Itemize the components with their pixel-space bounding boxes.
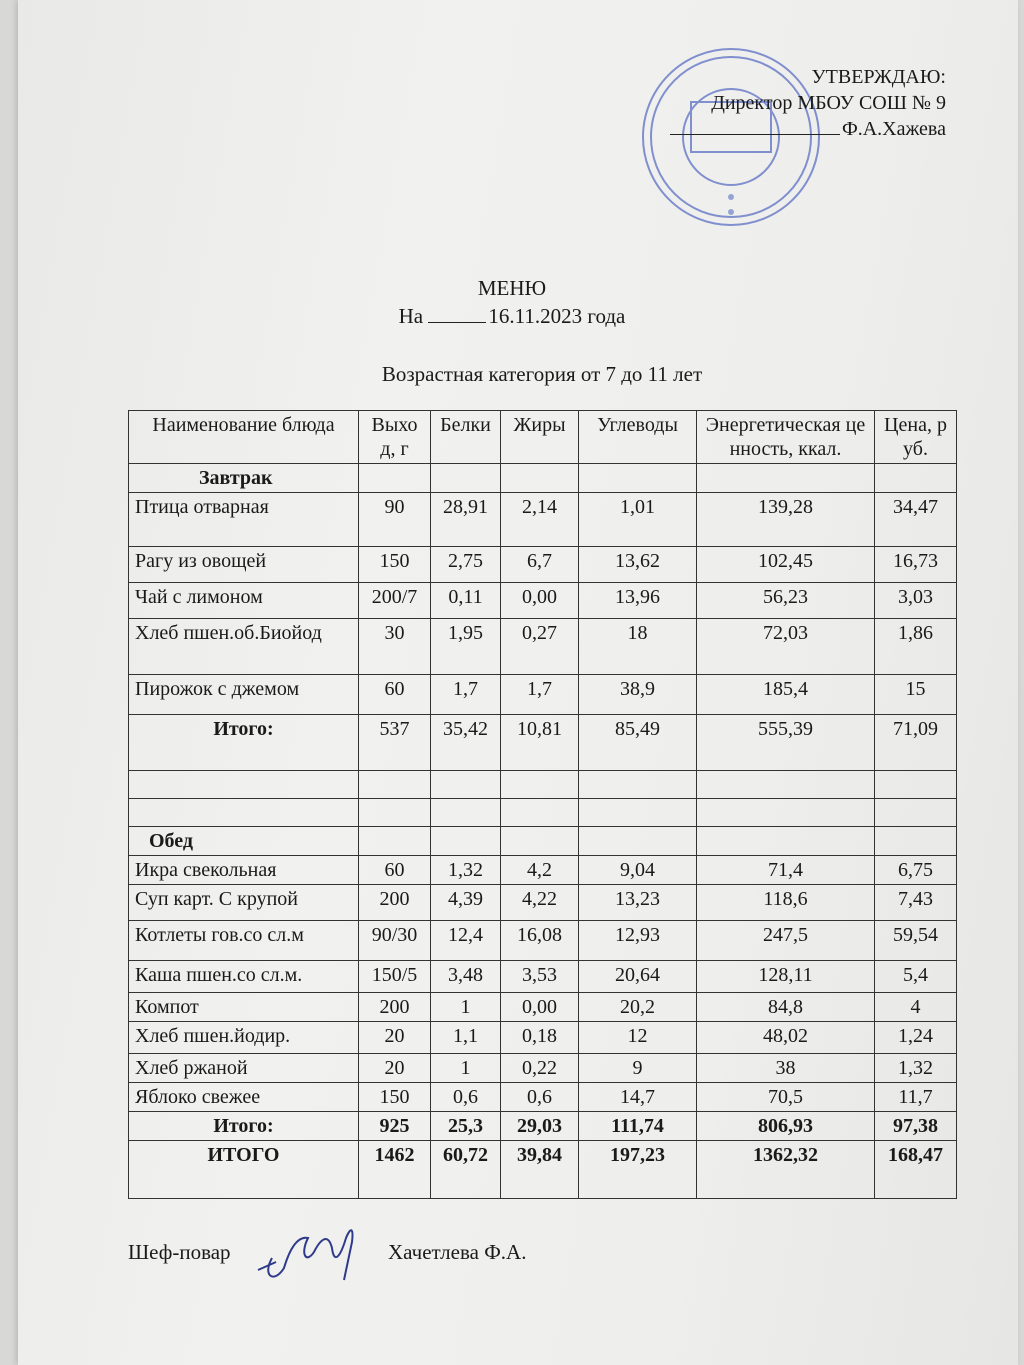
value-cell: 1,32 [875,1054,957,1083]
value-cell: 11,7 [875,1083,957,1112]
value-cell [697,827,875,856]
dish-name-cell: Итого: [129,715,359,771]
value-cell: 28,91 [431,493,501,547]
value-cell: 0,6 [431,1083,501,1112]
value-cell [875,771,957,799]
value-cell [359,799,431,827]
approval-position: Директор МБОУ СОШ № 9 [711,92,946,114]
dish-name-cell: Рагу из овощей [129,547,359,583]
value-cell: 4,2 [501,856,579,885]
value-cell: 150 [359,547,431,583]
header-cell: Выход, г [359,411,431,464]
value-cell: 1,24 [875,1022,957,1054]
value-cell: 555,39 [697,715,875,771]
dish-name-cell: Суп карт. С крупой [129,885,359,921]
dish-name-cell: Хлеб пшен.об.Биойод [129,619,359,675]
value-cell: 150 [359,1083,431,1112]
value-cell: 12 [579,1022,697,1054]
value-cell: 16,73 [875,547,957,583]
value-cell: 4,39 [431,885,501,921]
value-cell: 48,02 [697,1022,875,1054]
value-cell: 71,4 [697,856,875,885]
dish-name-cell: Чай с лимоном [129,583,359,619]
value-cell: 111,74 [579,1112,697,1141]
section-row [129,827,957,856]
value-cell: 1362,32 [697,1141,875,1199]
value-cell: 2,75 [431,547,501,583]
value-cell: 38,9 [579,675,697,715]
value-cell [579,771,697,799]
value-cell: 925 [359,1112,431,1141]
value-cell: 71,09 [875,715,957,771]
value-cell [875,464,957,493]
chef-role: Шеф-повар [128,1240,231,1264]
value-cell: 3,03 [875,583,957,619]
value-cell: 185,4 [697,675,875,715]
value-cell: 0,22 [501,1054,579,1083]
table-row [129,547,957,583]
value-cell [501,799,579,827]
dish-name-cell: Икра свекольная [129,856,359,885]
value-cell: 200 [359,885,431,921]
value-cell: 90 [359,493,431,547]
value-cell [579,464,697,493]
table-row [129,493,957,547]
value-cell: 18 [579,619,697,675]
value-cell [579,799,697,827]
value-cell: 7,43 [875,885,957,921]
value-cell: 12,4 [431,921,501,961]
value-cell: 35,42 [431,715,501,771]
value-cell: 20 [359,1022,431,1054]
value-cell: 0,11 [431,583,501,619]
header-cell: Наименование блюда [129,411,359,464]
value-cell: 0,6 [501,1083,579,1112]
dish-name-cell: ИТОГО [129,1141,359,1199]
value-cell [359,771,431,799]
value-cell: 60 [359,675,431,715]
table-row [129,993,957,1022]
value-cell: 9 [579,1054,697,1083]
value-cell: 806,93 [697,1112,875,1141]
table-row [129,1141,957,1199]
dish-name-cell: Хлеб пшен.йодир. [129,1022,359,1054]
table-row [129,885,957,921]
table-row [129,715,957,771]
value-cell [431,771,501,799]
value-cell: 14,7 [579,1083,697,1112]
value-cell: 60 [359,856,431,885]
value-cell: 20,2 [579,993,697,1022]
value-cell: 0,00 [501,993,579,1022]
value-cell: 90/30 [359,921,431,961]
table-row [129,1054,957,1083]
value-cell [697,464,875,493]
value-cell: 4 [875,993,957,1022]
table-row [129,799,957,827]
value-cell: 12,93 [579,921,697,961]
dish-name-cell: Котлеты гов.со сл.м [129,921,359,961]
header-cell: Жиры [501,411,579,464]
value-cell: 10,81 [501,715,579,771]
value-cell: 0,27 [501,619,579,675]
value-cell: 34,47 [875,493,957,547]
value-cell: 0,18 [501,1022,579,1054]
menu-table [128,410,957,1199]
value-cell: 15 [875,675,957,715]
dish-name-cell: Итого: [129,1112,359,1141]
dish-name-cell: Хлеб ржаной [129,1054,359,1083]
section-label: Завтрак [129,464,359,493]
value-cell: 1,7 [431,675,501,715]
value-cell [875,827,957,856]
value-cell: 20 [359,1054,431,1083]
value-cell: 1,7 [501,675,579,715]
value-cell: 59,54 [875,921,957,961]
value-cell: 150/5 [359,961,431,993]
value-cell: 197,23 [579,1141,697,1199]
value-cell [875,799,957,827]
dish-name-cell: Птица отварная [129,493,359,547]
header-cell: Белки [431,411,501,464]
value-cell: 3,48 [431,961,501,993]
value-cell: 70,5 [697,1083,875,1112]
dish-name-cell [129,771,359,799]
date-line [0,304,1024,329]
value-cell: 9,04 [579,856,697,885]
value-cell: 5,4 [875,961,957,993]
value-cell: 102,45 [697,547,875,583]
value-cell [359,827,431,856]
value-cell: 1,95 [431,619,501,675]
value-cell: 13,62 [579,547,697,583]
table-row [129,619,957,675]
value-cell: 84,8 [697,993,875,1022]
value-cell: 537 [359,715,431,771]
approval-block [670,64,946,142]
value-cell: 1 [431,993,501,1022]
dish-name-cell: Пирожок с джемом [129,675,359,715]
value-cell: 13,96 [579,583,697,619]
section-row [129,464,957,493]
value-cell [431,827,501,856]
value-cell: 1,1 [431,1022,501,1054]
table-row [129,856,957,885]
chef-name: Хачетлева Ф.А. [388,1240,527,1264]
page-title: МЕНЮ [477,276,547,300]
value-cell: 1,32 [431,856,501,885]
table-row [129,1083,957,1112]
value-cell [359,464,431,493]
header-cell: Углеводы [579,411,697,464]
value-cell: 29,03 [501,1112,579,1141]
dish-name-cell [129,799,359,827]
value-cell: 60,72 [431,1141,501,1199]
table-row [129,1112,957,1141]
value-cell: 1,86 [875,619,957,675]
value-cell [501,771,579,799]
dish-name-cell: Яблоко свежее [129,1083,359,1112]
value-cell: 72,03 [697,619,875,675]
value-cell [579,827,697,856]
value-cell: 6,75 [875,856,957,885]
value-cell: 247,5 [697,921,875,961]
value-cell: 38 [697,1054,875,1083]
value-cell: 139,28 [697,493,875,547]
value-cell: 3,53 [501,961,579,993]
value-cell [697,771,875,799]
value-cell: 30 [359,619,431,675]
approval-title: УТВЕРЖДАЮ: [811,66,946,88]
value-cell [501,827,579,856]
age-category: Возрастная категория от 7 до 11 лет [381,362,703,386]
value-cell: 85,49 [579,715,697,771]
table-header-row [129,411,957,464]
table-row [129,961,957,993]
value-cell: 168,47 [875,1141,957,1199]
table-row [129,771,957,799]
table-row [129,921,957,961]
value-cell: 0,00 [501,583,579,619]
value-cell: 4,22 [501,885,579,921]
table-row [129,1022,957,1054]
value-cell: 1,01 [579,493,697,547]
date-value: 16.11.2023 года [488,304,626,328]
value-cell [697,799,875,827]
value-cell [431,464,501,493]
value-cell: 16,08 [501,921,579,961]
table-row [129,675,957,715]
dish-name-cell: Компот [129,993,359,1022]
value-cell: 128,11 [697,961,875,993]
value-cell: 200 [359,993,431,1022]
value-cell: 1 [431,1054,501,1083]
section-label: Обед [129,827,359,856]
value-cell: 2,14 [501,493,579,547]
table-row [129,583,957,619]
value-cell: 56,23 [697,583,875,619]
value-cell [501,464,579,493]
approval-signature-line [670,116,946,142]
value-cell: 13,23 [579,885,697,921]
value-cell [431,799,501,827]
value-cell: 25,3 [431,1112,501,1141]
value-cell: 97,38 [875,1112,957,1141]
value-cell: 1462 [359,1141,431,1199]
dish-name-cell: Каша пшен.со сл.м. [129,961,359,993]
chef-signature-icon [254,1218,364,1288]
value-cell: 118,6 [697,885,875,921]
director-name: Ф.А.Хажева [841,118,946,140]
header-cell: Энергетическая ценность, ккал. [697,411,875,464]
value-cell: 6,7 [501,547,579,583]
value-cell: 200/7 [359,583,431,619]
value-cell: 39,84 [501,1141,579,1199]
header-cell: Цена, руб. [875,411,957,464]
value-cell: 20,64 [579,961,697,993]
date-prefix: На [398,304,424,328]
